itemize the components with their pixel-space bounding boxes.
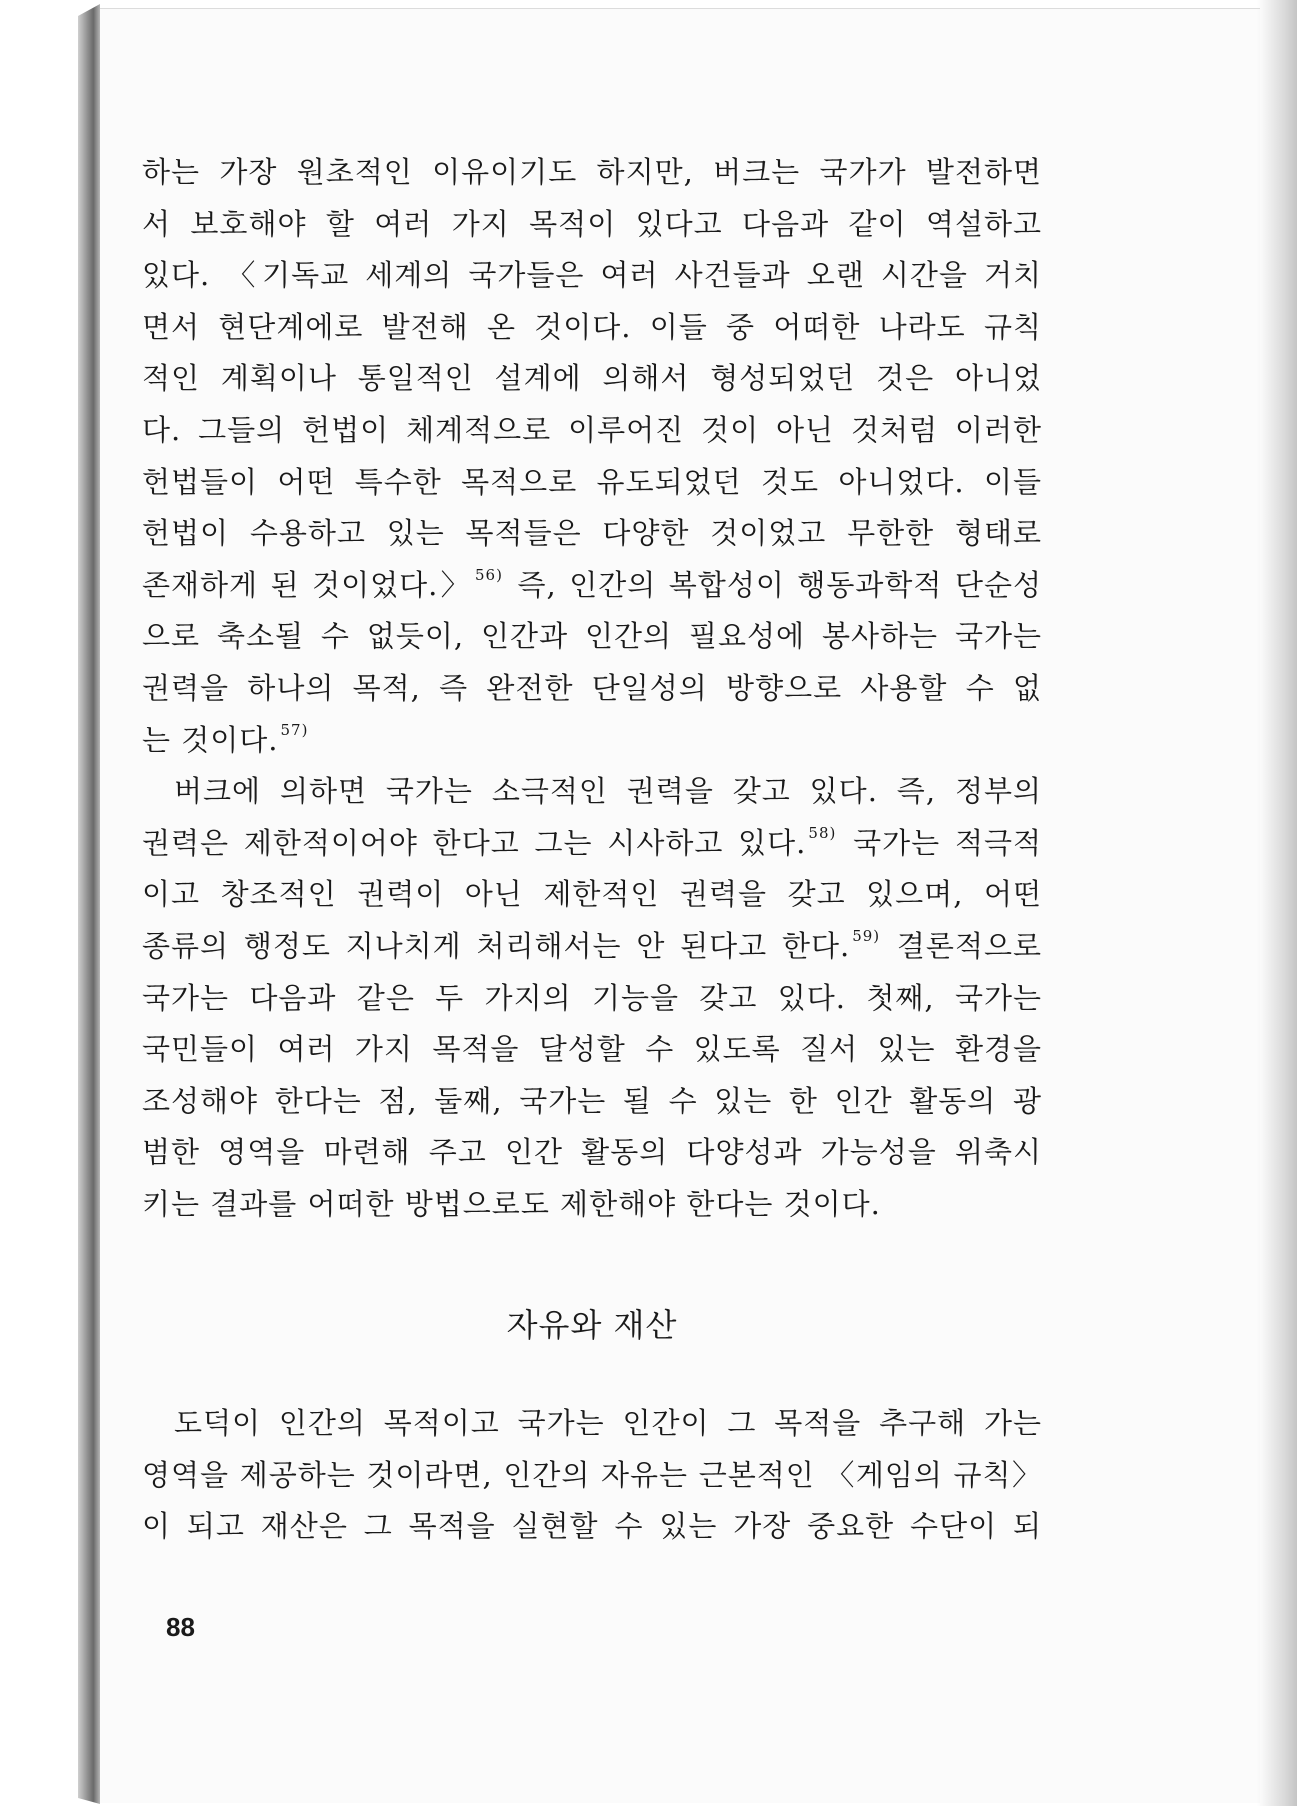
text-line <box>142 715 1042 767</box>
footnote-ref-56: 56) <box>475 565 503 584</box>
footnote-ref-59: 59) <box>852 926 881 945</box>
text-segment: 종류의 행정도 지나치게 처리해서는 안 된다고 한다. <box>142 928 851 963</box>
text-line <box>142 560 1042 612</box>
footnote-ref-58: 58) <box>808 823 837 842</box>
text-line: 적인 계획이나 통일적인 설계에 의해서 형성되었던 것은 아니었 <box>142 361 1042 396</box>
text-segment: 국가는 적극적 <box>838 825 1042 860</box>
text-line: 으로 축소될 수 없듯이, 인간과 인간의 필요성에 봉사하는 국가는 <box>142 619 1042 654</box>
text-line: 범한 영역을 마련해 주고 인간 활동의 다양성과 가능성을 위축시 <box>142 1135 1042 1170</box>
text-line <box>142 818 1042 870</box>
text-line: 국민들이 여러 가지 목적을 달성할 수 있도록 질서 있는 환경을 <box>142 1032 1042 1067</box>
text-line <box>142 921 1042 973</box>
book-spine-edge <box>78 4 100 1804</box>
text-line: 영역을 제공하는 것이라면, 인간의 자유는 근본적인 〈게임의 규칙〉 <box>142 1457 1042 1492</box>
text-line: 다. 그들의 헌법이 체계적으로 이루어진 것이 아닌 것처럼 이러한 <box>142 412 1042 447</box>
text-line: 하는 가장 원초적인 이유이기도 하지만, 버크는 국가가 발전하면 <box>142 155 1042 189</box>
text-line: 헌법이 수용하고 있는 목적들은 다양한 것이었고 무한한 형태로 <box>142 516 1042 551</box>
text-segment: 는 것이다. <box>142 722 279 757</box>
text-line: 서 보호해야 할 여러 가지 목적이 있다고 다음과 같이 역설하고 <box>142 206 1042 241</box>
text-line: 있다. 〈기독교 세계의 국가들은 여러 사건들과 오랜 시간을 거치 <box>142 258 1042 293</box>
text-line: 버크에 의하면 국가는 소극적인 권력을 갖고 있다. 즉, 정부의 <box>174 774 1042 809</box>
text-line: 헌법들이 어떤 특수한 목적으로 유도되었던 것도 아니었다. 이들 <box>142 464 1042 499</box>
text-line: 이고 창조적인 권력이 아닌 제한적인 권력을 갖고 있으며, 어떤 <box>142 877 1042 912</box>
text-line: 키는 결과를 어떠한 방법으로도 제한해야 한다는 것이다. <box>142 1186 881 1221</box>
page-shadow <box>1257 0 1297 1806</box>
section-heading: 자유와 재산 <box>506 1306 678 1344</box>
body-text-upper <box>142 147 1042 1230</box>
text-line: 국가는 다음과 같은 두 가지의 기능을 갖고 있다. 첫째, 국가는 <box>142 980 1042 1015</box>
page-number: 88 <box>166 1612 195 1642</box>
text-segment: 존재하게 된 것이었다.〉 <box>142 567 473 602</box>
text-line: 도덕이 인간의 목적이고 국가는 인간이 그 목적을 추구해 가는 <box>174 1406 1042 1440</box>
footnote-ref-57: 57) <box>280 720 309 739</box>
text-segment: 결론적으로 <box>882 928 1042 963</box>
text-segment: 즉, 인간의 복합성이 행동과학적 단순성 <box>504 567 1042 602</box>
text-line: 조성해야 한다는 점, 둘째, 국가는 될 수 있는 한 인간 활동의 광 <box>142 1083 1042 1118</box>
text-line: 권력을 하나의 목적, 즉 완전한 단일성의 방향으로 사용할 수 없 <box>142 670 1042 705</box>
body-text-lower <box>142 1398 1042 1553</box>
text-line: 이 되고 재산은 그 목적을 실현할 수 있는 가장 중요한 수단이 되 <box>142 1509 1042 1544</box>
text-line: 면서 현단계에로 발전해 온 것이다. 이들 중 어떠한 나라도 규칙 <box>142 309 1042 344</box>
text-segment: 권력은 제한적이어야 한다고 그는 시사하고 있다. <box>142 825 807 860</box>
